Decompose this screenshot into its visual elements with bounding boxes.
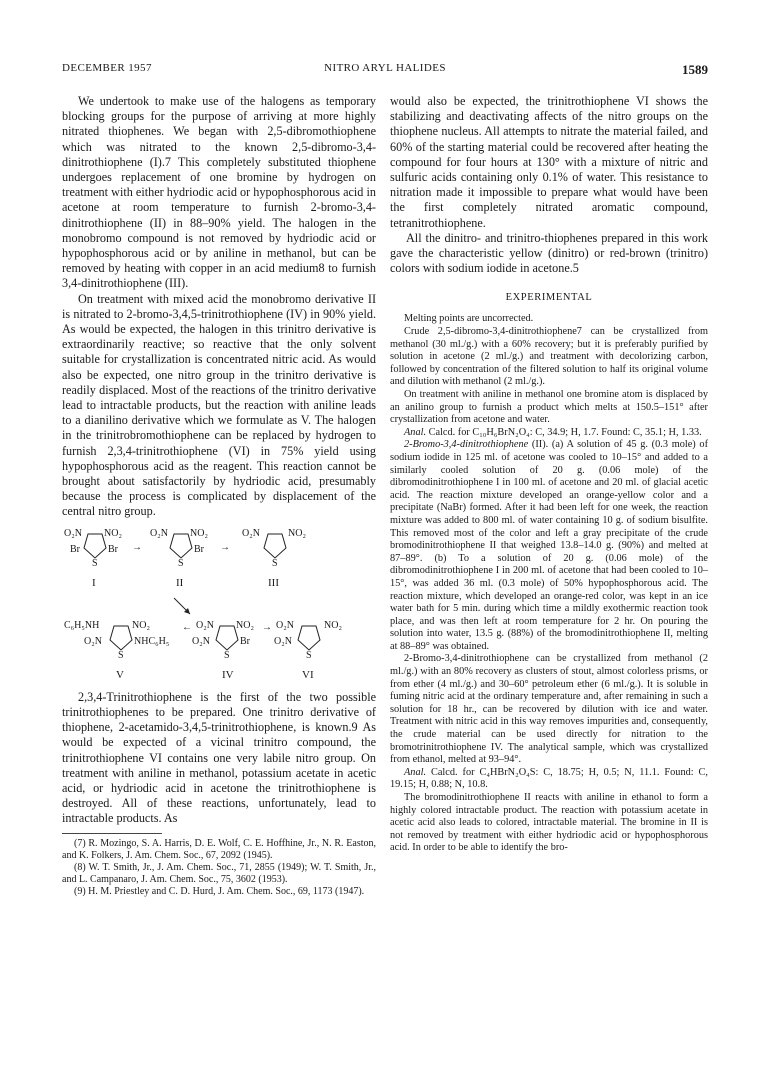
structure-IV [192,620,254,681]
thiophene-ring [110,626,132,650]
compound-title: 2-Bromo-3,4-dinitrothiophene [404,439,529,451]
substituent-label: O₂N [64,527,82,539]
ring-heteroatom: S [178,557,184,569]
substituent-label: O₂N [274,635,292,647]
structure-V [64,620,169,681]
substituent-label: O₂N [276,619,294,631]
thiophene-ring [298,626,320,650]
compound-label: VI [302,668,314,681]
ring-heteroatom: S [92,557,98,569]
ring-heteroatom: S [306,649,312,661]
anal-label: Anal. [404,766,427,778]
substituent-label: NO₂ [132,619,150,631]
thiophene-ring [84,534,106,558]
structure-I [64,528,122,589]
reaction-arrow: → [220,541,230,553]
experimental-paragraph: 2-Bromo-3,4-dinitrothiophene can be crystallized from methanol (2 ml./g.) with an 80% recovery as clusters of stout, almost colorless prisms, or from ether (4 ml./g.) and 30–60° petroleum ether (6 ml./g.). It is soluble in fuming nitric acid at the ordinary temperature and, after remaining in such a solution for 18 hr., can be recovered by dilution with ice and water. Treatment with nitric acid in this way removes impurities and, consequently, the crude material can be used directly for nitration to the bromotrinitrothiophene IV. The analytical sample, which was crystallized from ethanol, melted at 93–94°. [390,653,708,766]
right-column [390,94,708,855]
substituent-label: Br [194,543,204,555]
footnote: (7) R. Mozingo, S. A. Harris, D. E. Wolf, C. E. Hoffhine, Jr., N. R. Easton, and K. Folkers, J. Am. Chem. Soc., 67, 2092 (1945). [62,837,376,861]
reaction-arrow: → [262,621,272,633]
thiophene-ring [216,626,238,650]
body-paragraph: would also be expected, the trinitrothiophene VI shows the stabilizing and deactivating affects of the nitro groups on the thiophene nucleus. All attempts to nitrate the material failed, and 60% of the starting material could be recovered after heating the compound for four hours at 130° with a mixture of nitric and sulfuric acids containing only 0.1% of water. This resistance to nitration made it impossible to prepare what would have been the first completely nitrated aromatic compound, tetranitrothiophene. [390,94,708,230]
substituent-label: O₂N [150,527,168,539]
anal-label: Anal. [404,426,427,438]
substituent-label: O₂N [242,527,260,539]
substituent-label: NHC₆H₅ [134,635,170,647]
substituent-label: Br [108,543,118,555]
compound-label: I [92,576,96,589]
header-running-title: NITRO ARYL HALIDES [324,62,446,74]
substituent-label: NO₂ [288,527,306,539]
reaction-scheme [62,524,376,684]
header-date: DECEMBER 1957 [62,62,152,74]
structure-II [150,528,208,589]
analysis-paragraph [390,767,708,792]
analysis-paragraph [390,427,708,440]
substituent-label: O₂N [196,619,214,631]
left-column [62,94,376,899]
substituent-label: Br [70,543,80,555]
procedure-text: (II). (a) A solution of 45 g. (0.3 mole) of sodium iodide in 125 ml. of acetone was cooled to 10–15° and added to a similarly cooled solution of 20 g. (0.06 mole) of the dibromodinitrothiophene I in 100 ml. of acetone and 20 ml. of glacial acetic acid. The reaction mixture developed an orange-yellow color and a precipitate (NaBr) formed. After it had been left for one week, the reaction mixture was added to 800 ml. of water containing 10 g. of sodium bisulfite. This removed most of the color and left a gray precipitate of the crude bromodinitrothiophene II that weighed 13.8–14.0 g. (90%) and melted at 87–89°. (b) To a solution of 20 g. (0.06 mole) of the dibromodinitrothiophene I in 200 ml. of acetone that had been cooled to 10–15°, was added 36 ml. (0.3 mole) of 50% hypophosphorous acid. The reaction mixture, which developed an orange-red color, was kept in an ice water bath for 5 min. during which time a mildly exothermic reaction took place, and was then left at room temperature for 2 hr. On pouring the solution into water, 13.5 g. (88%) of the bromodinitrothiophene II, melting at 88–89° was obtained. [390,439,708,652]
compound-label: IV [222,668,234,681]
experimental-paragraph: On treatment with aniline in methanol one bromine atom is displaced by an anilino group to furnish a product which melts at 150.5–151° after crystallization from acetone and water. [390,389,708,426]
ring-heteroatom: S [272,557,278,569]
body-paragraph: On treatment with mixed acid the monobromo derivative II is nitrated to 2-bromo-3,4,5-trinitrothiophene (IV) in 90% yield. As would be expected, the halogen in this trinitro derivative is extraordinarily reactive; so reactive that the only solvent suitable for crystallization is concentrated nitric acid. As would also be expected, one nitro group in the trinitro derivative is readily displaced. Most of the reactions of the trinitro derivative lead to intractable products, but the reaction with aniline leads to a dianilino derivative which we formulate as V. The halogen in the trinitrobromothiophene can be replaced by hydrogen to furnish 2,3,4-trinitrothiophene (VI) in 75% yield using hypophosphorous acid as the reagent. This reaction cannot be brought about satisfactorily by hydriodic acid, presumably because the process is complicated by displacement of the central nitro group. [62,291,376,519]
section-heading: EXPERIMENTAL [505,292,593,304]
structure-VI [274,620,342,681]
footnote: (9) H. M. Priestley and C. D. Hurd, J. Am. Chem. Soc., 69, 1173 (1947). [74,886,365,898]
body-paragraph: We undertook to make use of the halogens as temporary blocking groups for the purpose of arriving at more highly nitrated thiophenes. We began with 2,5-dibromothiophene which was nitrated to the known 2,5-dibromo-3,4-dinitrothiophene (I).7 This completely substituted thiophene undergoes replacement of one bromine by hydrogen on treatment with either hydriodic acid or hypophosphorous acid in acetone at room temperature to furnish 2-bromo-3,4-dinitrothiophene (II) in 88–90% yield. The halogen in the monobromo compound is not removed by hydriodic acid or hypophosphorous acid or by aniline in methanol, but can be removed by heating with copper in an acid medium8 to furnish 3,4-dinitrothiophene (III). [62,94,376,291]
compound-label: V [116,668,124,681]
header-page-number: 1589 [682,62,708,77]
experimental-paragraph: Melting points are uncorrected. [404,313,534,325]
analysis-text: Calcd. for C₄HBrN₂O₄S: C, 18.75; H, 0.5; N, 11.1. Found: C, 19.15; H, 0.88; N, 10.8. [390,766,708,791]
experimental-paragraph: The bromodinitrothiophene II reacts with aniline in ethanol to form a highly colored intractable product. The reaction with potassium acetate in acetic acid also leads to colored, intractable material. The bromine in II is not removed by treatment with either hydriodic acid or hypophosphorous acid. In order to be able to identify the bro- [390,792,708,854]
substituent-label: NO₂ [104,527,122,539]
compound-label: III [268,576,279,589]
structure-III [242,528,306,589]
substituent-label: C₆H₅NH [64,619,100,631]
experimental-paragraph [390,439,708,653]
footnote: (8) W. T. Smith, Jr., J. Am. Chem. Soc., 71, 2855 (1949); W. T. Smith, Jr., and L. Campanaro, J. Am. Chem. Soc., 75, 3602 (1953). [62,861,376,886]
compound-label: II [176,576,184,589]
analysis-text: Calcd. for C₁₀H₆BrN₂O₄: C, 34.9; H, 1.7. Found: C, 35.1; H, 1.33. [426,426,702,438]
ring-heteroatom: S [118,649,124,661]
thiophene-ring [170,534,192,558]
reaction-arrow: ← [182,621,192,633]
ring-heteroatom: S [224,649,230,661]
experimental-paragraph: Crude 2,5-dibromo-3,4-dinitrothiophene7 can be crystallized from methanol (30 ml./g.) with a 60% recovery; but it is preferably purified by solution in acetone (2 ml./g.) and treatment with decolorizing carbon, followed by concentration of the filtered solution to half its original volume and dilution with methanol (2 ml./g.). [390,326,708,388]
substituent-label: NO₂ [236,619,254,631]
substituent-label: O₂N [192,635,210,647]
page-header [62,62,708,78]
body-paragraph: 2,3,4-Trinitrothiophene is the first of the two possible trinitrothiophenes to be prepared. One trinitro derivative of thiophene, 2-acetamido-3,4,5-trinitrothiophene, is known.9 As would be expected of a vicinal trinitro compound, the trinitrothiophene VI contains one very labile nitro group. On treatment with aniline in methanol, potassium acetate in acetic acid, or hydriodic acid in acetone the trinitrothiophene is destroyed. All of these reactions, unfortunately, lead to intractable products. As [62,689,376,826]
thiophene-ring [264,534,286,558]
body-paragraph: All the dinitro- and trinitro-thiophenes prepared in this work gave the characteristic yellow (dinitro) or red-brown (trinitro) colors with sodium iodide in acetone.5 [390,230,708,276]
substituent-label: NO₂ [190,527,208,539]
substituent-label: O₂N [84,635,102,647]
footnote-rule [62,833,162,834]
reaction-arrow: → [132,541,142,553]
substituent-label: NO₂ [324,619,342,631]
substituent-label: Br [240,635,250,647]
